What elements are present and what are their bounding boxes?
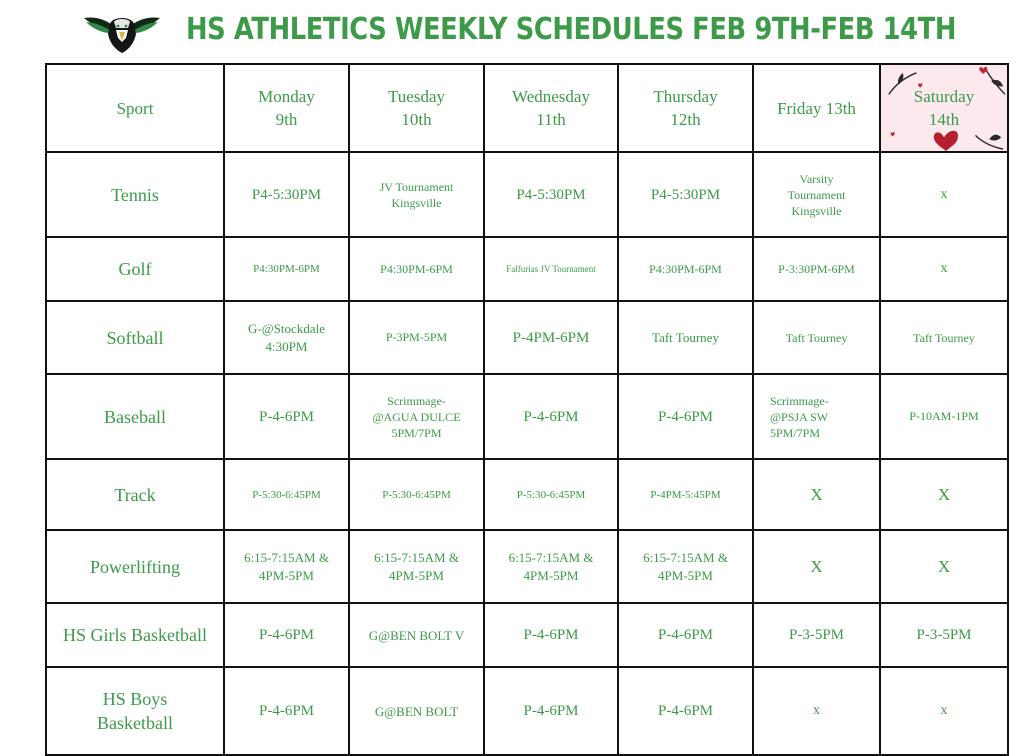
sport-name: Softball — [46, 301, 224, 374]
eagle-icon — [82, 8, 162, 54]
column-header-monday: Monday 9th — [224, 64, 349, 152]
schedule-cell: P-3PM-5PM — [349, 301, 484, 374]
schedule-cell: P4-5:30PM — [618, 152, 753, 237]
schedule-cell: P-4PM-5:45PM — [618, 459, 753, 530]
schedule-cell: Scrimmage- @PSJA SW 5PM/7PM — [753, 374, 880, 459]
schedule-cell: P-4-6PM — [484, 667, 618, 755]
schedule-cell: P4-5:30PM — [224, 152, 349, 237]
schedule-cell: X — [880, 530, 1008, 603]
schedule-cell: Falfurias JV Tournament — [484, 237, 618, 301]
schedule-cell: P-3-5PM — [753, 603, 880, 667]
sport-name: Tennis — [46, 152, 224, 237]
sport-name: Powerlifting — [46, 530, 224, 603]
schedule-cell: P-4-6PM — [224, 374, 349, 459]
page-header — [0, 0, 1024, 62]
schedule-cell: Taft Tourney — [753, 301, 880, 374]
schedule-cell: 6:15-7:15AM & 4PM-5PM — [224, 530, 349, 603]
schedule-cell: Scrimmage- @AGUA DULCE 5PM/7PM — [349, 374, 484, 459]
table-row-golf — [46, 237, 1008, 301]
table-row-powerlifting — [46, 530, 1008, 603]
schedule-cell: P-4-6PM — [618, 603, 753, 667]
schedule-cell: P4:30PM-6PM — [618, 237, 753, 301]
table-row-boys-basketball — [46, 667, 1008, 755]
table-row-baseball — [46, 374, 1008, 459]
column-header-sport: Sport — [46, 64, 224, 152]
sport-name: HS Boys Basketball — [46, 667, 224, 755]
column-header-wednesday: Wednesday 11th — [484, 64, 618, 152]
schedule-cell: P-4-6PM — [224, 603, 349, 667]
schedule-cell: P-5:30-6:45PM — [349, 459, 484, 530]
column-header-friday: Friday 13th — [753, 64, 880, 152]
sport-name: Baseball — [46, 374, 224, 459]
schedule-cell: P-5:30-6:45PM — [224, 459, 349, 530]
schedule-cell: JV Tournament Kingsville — [349, 152, 484, 237]
column-header-thursday: Thursday 12th — [618, 64, 753, 152]
header-row — [46, 64, 1008, 152]
schedule-cell: P-4PM-6PM — [484, 301, 618, 374]
schedule-cell: 6:15-7:15AM & 4PM-5PM — [618, 530, 753, 603]
schedule-cell: P-3:30PM-6PM — [753, 237, 880, 301]
schedule-cell: P-10AM-1PM — [880, 374, 1008, 459]
schedule-cell: P-4-6PM — [618, 667, 753, 755]
schedule-cell: G-@Stockdale 4:30PM — [224, 301, 349, 374]
schedule-cell: P-4-6PM — [484, 603, 618, 667]
schedule-table — [45, 63, 1009, 756]
schedule-cell: X — [753, 459, 880, 530]
schedule-cell: Taft Tourney — [880, 301, 1008, 374]
sport-name: Golf — [46, 237, 224, 301]
schedule-cell: x — [880, 237, 1008, 301]
heart-decoration-icon — [881, 65, 1007, 151]
table-row-softball — [46, 301, 1008, 374]
schedule-cell: G@BEN BOLT V — [349, 603, 484, 667]
sport-name: Track — [46, 459, 224, 530]
schedule-cell: P-3-5PM — [880, 603, 1008, 667]
schedule-cell: X — [880, 459, 1008, 530]
schedule-cell: 6:15-7:15AM & 4PM-5PM — [484, 530, 618, 603]
schedule-cell: Varsity Tournament Kingsville — [753, 152, 880, 237]
schedule-cell: P4:30PM-6PM — [224, 237, 349, 301]
page-title: HS ATHLETICS WEEKLY SCHEDULES FEB 9TH-FEB 14TH — [186, 12, 957, 47]
table-row-tennis — [46, 152, 1008, 237]
schedule-cell: x — [880, 667, 1008, 755]
sport-name: HS Girls Basketball — [46, 603, 224, 667]
schedule-cell: P-5:30-6:45PM — [484, 459, 618, 530]
schedule-cell: P-4-6PM — [224, 667, 349, 755]
schedule-cell: P-4-6PM — [618, 374, 753, 459]
table-row-track — [46, 459, 1008, 530]
schedule-cell: P4:30PM-6PM — [349, 237, 484, 301]
column-header-tuesday: Tuesday 10th — [349, 64, 484, 152]
schedule-cell: x — [880, 152, 1008, 237]
schedule-cell: x — [753, 667, 880, 755]
schedule-cell: Taft Tourney — [618, 301, 753, 374]
table-row-girls-basketball — [46, 603, 1008, 667]
schedule-cell: G@BEN BOLT — [349, 667, 484, 755]
schedule-cell: P-4-6PM — [484, 374, 618, 459]
column-header-saturday: Saturday 14th — [880, 64, 1008, 152]
schedule-cell: P4-5:30PM — [484, 152, 618, 237]
schedule-cell: X — [753, 530, 880, 603]
schedule-cell: 6:15-7:15AM & 4PM-5PM — [349, 530, 484, 603]
